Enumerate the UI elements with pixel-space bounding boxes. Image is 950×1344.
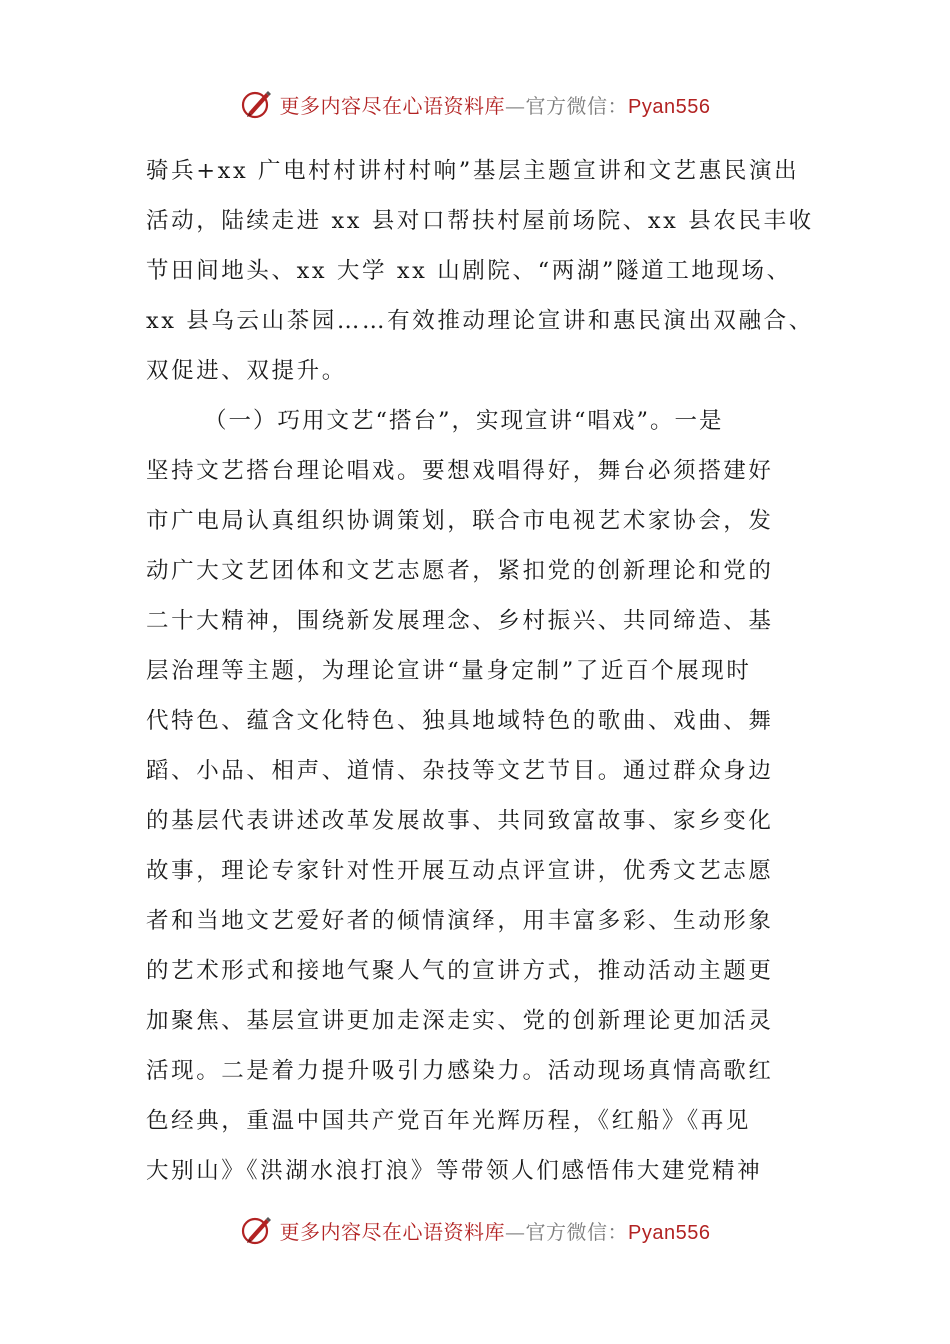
text-line: 坚持文艺搭台理论唱戏。要想戏唱得好，舞台必须搭建好 xyxy=(146,458,774,484)
banner-content xyxy=(240,1213,711,1247)
banner-separator: — xyxy=(505,93,526,118)
text-line: 节田间地头、xx 大学 xx 山剧院、“两湖”隧道工地现场、 xyxy=(146,258,792,284)
header-banner xyxy=(0,84,950,124)
text-line: 加聚焦、基层宣讲更加走深走实、党的创新理论更加活灵 xyxy=(146,1008,774,1034)
text-line: 双促进、双提升。 xyxy=(146,358,347,384)
banner-site-text: 更多内容尽在心语资料库 xyxy=(279,1219,506,1244)
text-line: 骑兵+xx 广电村村讲村村响”基层主题宣讲和文艺惠民演出 xyxy=(146,158,800,184)
text-line: 大别山》《洪湖水浪打浪》等带领人们感悟伟大建党精神 xyxy=(146,1158,763,1184)
text-line: 二十大精神，围绕新发展理念、乡村振兴、共同缔造、基 xyxy=(146,608,774,634)
text-line: 者和当地文艺爱好者的倾情演绎，用丰富多彩、生动形象 xyxy=(146,908,774,934)
text-line: xx 县乌云山茶园……有效推动理论宣讲和惠民演出双融合、 xyxy=(146,308,814,334)
text-line: 市广电局认真组织协调策划，联合市电视艺术家协会，发 xyxy=(146,508,774,534)
banner-separator: — xyxy=(505,1219,526,1244)
banner-wechat-label: 官方微信： xyxy=(525,93,629,118)
text-line: 的基层代表讲述改革发展故事、共同致富故事、家乡变化 xyxy=(146,808,774,834)
footer-banner xyxy=(0,1210,950,1250)
banner-text xyxy=(280,90,711,119)
text-line: 代特色、蕴含文化特色、独具地域特色的歌曲、戏曲、舞 xyxy=(146,708,774,734)
text-line: 动广大文艺团体和文艺志愿者，紧扣党的创新理论和党的 xyxy=(146,558,774,584)
banner-wechat-id: Pyan556 xyxy=(628,1221,711,1244)
pen-logo-icon xyxy=(240,87,274,121)
text-line: 层治理等主题，为理论宣讲“量身定制”了近百个展现时 xyxy=(146,658,752,684)
text-line: 蹈、小品、相声、道情、杂技等文艺节目。通过群众身边 xyxy=(146,758,774,784)
text-line: （一）巧用文艺“搭台”，实现宣讲“唱戏”。一是 xyxy=(204,408,724,434)
text-line: 活动，陆续走进 xx 县对口帮扶村屋前场院、xx 县农民丰收 xyxy=(146,208,814,234)
text-line: 的艺术形式和接地气聚人气的宣讲方式，推动活动主题更 xyxy=(146,958,774,984)
text-line: 活现。二是着力提升吸引力感染力。活动现场真情高歌红 xyxy=(146,1058,774,1084)
text-line: 色经典，重温中国共产党百年光辉历程，《红船》《再见 xyxy=(146,1108,752,1134)
banner-wechat-id: Pyan556 xyxy=(628,95,711,118)
banner-text xyxy=(280,1216,711,1245)
banner-site-text: 更多内容尽在心语资料库 xyxy=(279,93,506,118)
document-body xyxy=(146,146,826,1196)
banner-wechat-label: 官方微信： xyxy=(525,1219,629,1244)
pen-logo-icon xyxy=(240,1213,274,1247)
text-line: 故事，理论专家针对性开展互动点评宣讲，优秀文艺志愿 xyxy=(146,858,774,884)
banner-content xyxy=(240,87,711,121)
